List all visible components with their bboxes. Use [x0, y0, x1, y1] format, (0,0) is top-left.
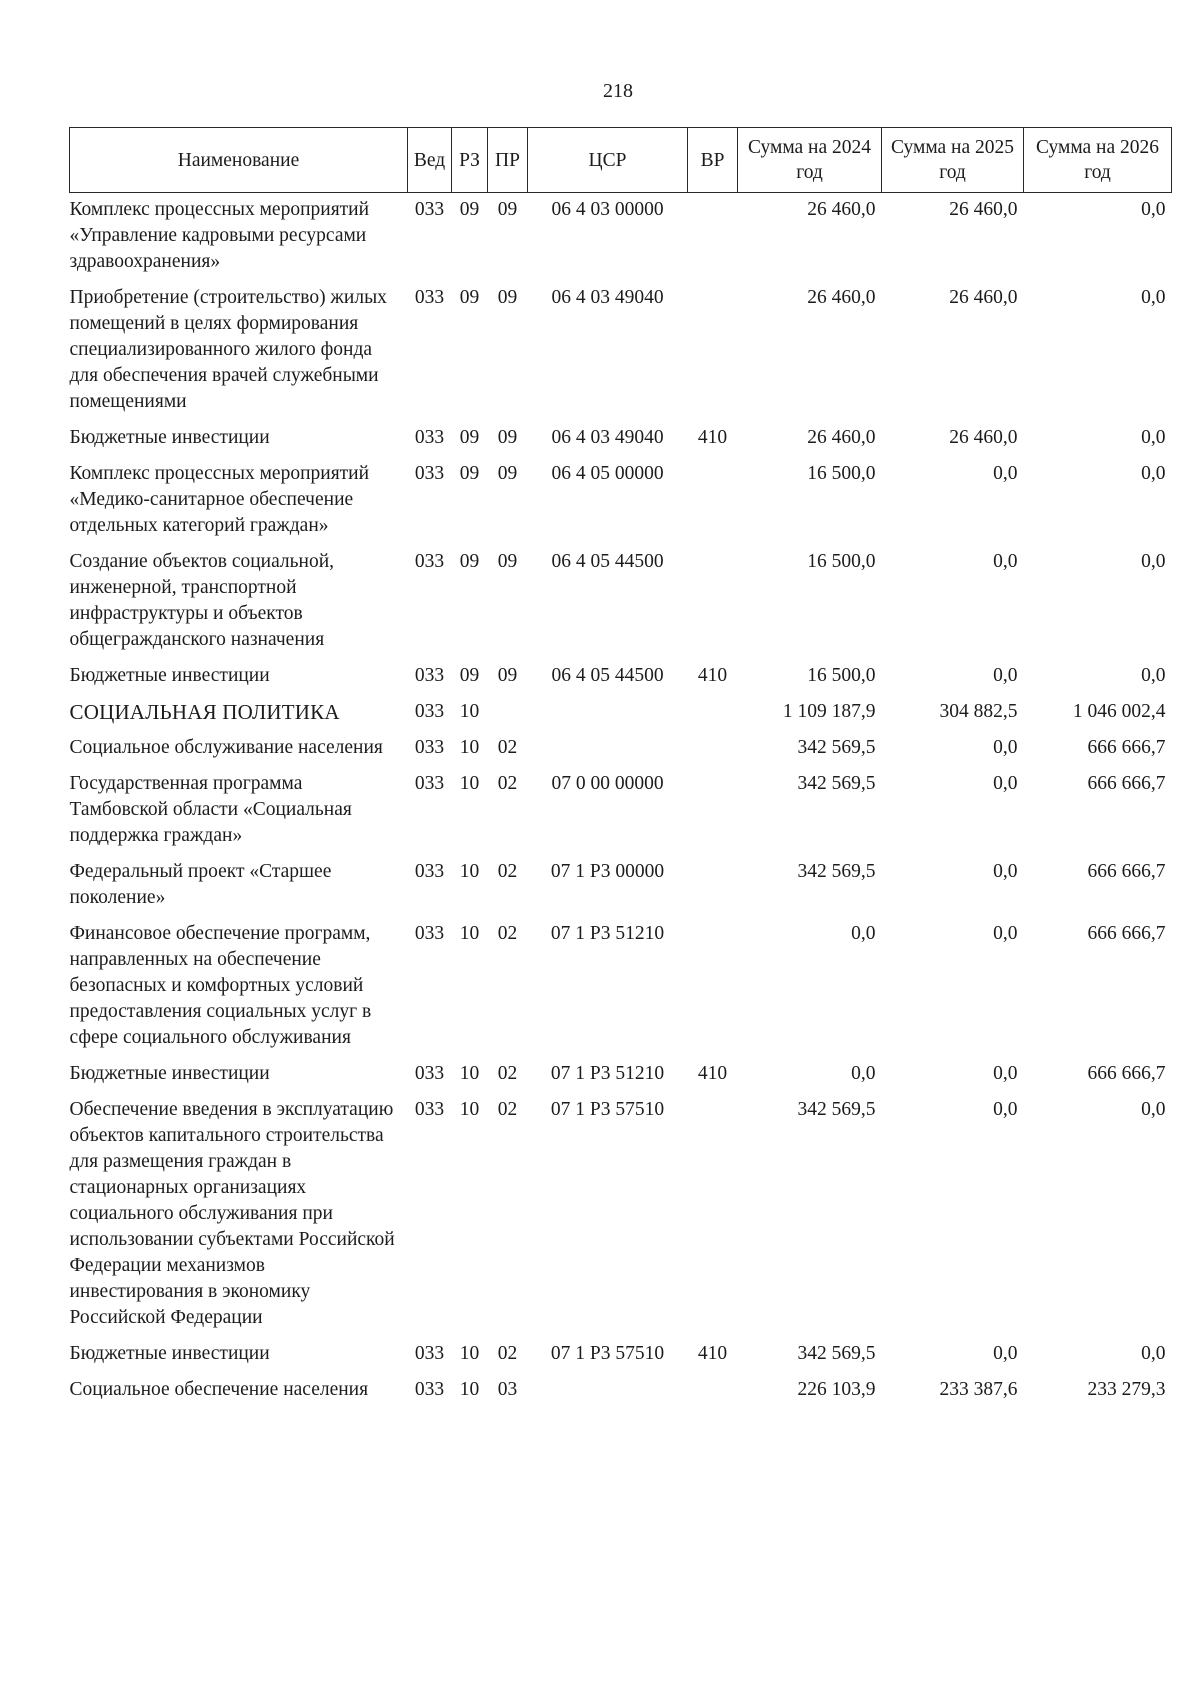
cell-sum-2025: 304 882,5 [939, 701, 1018, 722]
table-row [70, 281, 1172, 421]
cell-csr: 06 4 03 49040 [551, 287, 664, 308]
cell-rz: 10 [459, 701, 480, 722]
cell-sum-2025: 26 460,0 [949, 199, 1018, 220]
cell-sum-2024: 342 569,5 [797, 1099, 876, 1120]
cell-csr: 06 4 05 00000 [551, 463, 664, 484]
table-row [70, 545, 1172, 659]
cell-name: Федеральный проект «Старшее поколение» [69, 861, 332, 908]
cell-sum-2025: 0,0 [993, 1099, 1018, 1120]
table-row [70, 421, 1172, 457]
cell-sum-2026: 0,0 [1141, 551, 1166, 572]
cell-csr [528, 731, 688, 767]
cell-rz: 09 [459, 199, 480, 220]
cell-sum-2025: 0,0 [993, 737, 1018, 758]
cell-sum-2024: 342 569,5 [797, 861, 876, 882]
cell-csr: 07 1 Р3 51210 [550, 923, 665, 944]
header-sum-2025: Сумма на 2025 год [882, 128, 1024, 193]
cell-ved: 033 [414, 773, 445, 794]
header-pr: ПР [488, 128, 528, 193]
cell-ved: 033 [414, 1379, 445, 1400]
table-row [70, 855, 1172, 917]
cell-sum-2026: 0,0 [1141, 1343, 1166, 1364]
budget-table [69, 127, 1172, 1409]
cell-vr: 410 [697, 665, 728, 686]
cell-sum-2025: 0,0 [993, 1063, 1018, 1084]
cell-name: Финансовое обеспечение программ, направленных на обеспечение безопасных и комфортных условий предоставления социальных услуг в сфере социального обслуживания [69, 923, 372, 1048]
cell-sum-2026: 666 666,7 [1087, 1063, 1166, 1084]
cell-name: Бюджетные инвестиции [69, 665, 270, 686]
cell-ved: 033 [414, 861, 445, 882]
cell-csr [528, 1373, 688, 1409]
cell-csr: 07 0 00 00000 [551, 773, 664, 794]
cell-sum-2024: 0,0 [851, 923, 876, 944]
table-row [70, 1093, 1172, 1337]
table-row [70, 767, 1172, 855]
cell-ved: 033 [414, 701, 445, 722]
cell-ved: 033 [414, 551, 445, 572]
cell-sum-2024: 26 460,0 [807, 287, 876, 308]
cell-sum-2025: 0,0 [993, 665, 1018, 686]
cell-ved: 033 [414, 737, 445, 758]
table-row [70, 731, 1172, 767]
cell-name: Бюджетные инвестиции [69, 427, 270, 448]
cell-sum-2025: 0,0 [993, 861, 1018, 882]
cell-pr: 09 [497, 287, 518, 308]
cell-pr: 03 [497, 1379, 518, 1400]
cell-pr: 09 [497, 551, 518, 572]
cell-csr: 06 4 03 49040 [551, 427, 664, 448]
cell-name: Обеспечение введения в эксплуатацию объектов капитального строительства для размещения граждан в стационарных организациях социального обслуживания при использовании субъектами Российской Федерации механизмов инвестирования в экономику Российской Федерации [69, 1099, 395, 1328]
cell-pr: 02 [497, 1343, 518, 1364]
cell-sum-2025: 26 460,0 [949, 427, 1018, 448]
cell-ved: 033 [414, 463, 445, 484]
cell-rz: 10 [459, 773, 480, 794]
cell-name: Социальное обслуживание населения [69, 737, 383, 758]
cell-sum-2026: 666 666,7 [1087, 773, 1166, 794]
cell-sum-2024: 1 109 187,9 [782, 701, 876, 722]
cell-pr: 02 [497, 923, 518, 944]
cell-rz: 09 [459, 551, 480, 572]
header-rz: РЗ [452, 128, 488, 193]
table-row [70, 1337, 1172, 1373]
cell-vr [688, 855, 738, 917]
cell-rz: 10 [459, 923, 480, 944]
cell-pr [488, 695, 528, 731]
cell-sum-2024: 16 500,0 [807, 665, 876, 686]
cell-vr [688, 695, 738, 731]
cell-sum-2025: 0,0 [993, 463, 1018, 484]
cell-sum-2024: 26 460,0 [807, 427, 876, 448]
cell-pr: 09 [497, 665, 518, 686]
table-body [70, 193, 1172, 1410]
cell-sum-2026: 666 666,7 [1087, 923, 1166, 944]
cell-sum-2026: 0,0 [1141, 665, 1166, 686]
cell-vr [688, 193, 738, 282]
cell-vr [688, 731, 738, 767]
table-row [70, 457, 1172, 545]
cell-pr: 02 [497, 1099, 518, 1120]
cell-rz: 09 [459, 427, 480, 448]
cell-ved: 033 [414, 1343, 445, 1364]
cell-sum-2024: 26 460,0 [807, 199, 876, 220]
cell-csr: 06 4 05 44500 [551, 665, 664, 686]
cell-name: Бюджетные инвестиции [69, 1063, 270, 1084]
cell-sum-2024: 342 569,5 [797, 737, 876, 758]
cell-pr: 02 [497, 1063, 518, 1084]
header-vr: ВР [688, 128, 738, 193]
cell-rz: 10 [459, 737, 480, 758]
table-row [70, 193, 1172, 282]
cell-name: Бюджетные инвестиции [69, 1343, 270, 1364]
cell-sum-2024: 16 500,0 [807, 463, 876, 484]
cell-name: СОЦИАЛЬНАЯ ПОЛИТИКА [69, 700, 340, 724]
cell-sum-2026: 0,0 [1141, 1099, 1166, 1120]
cell-rz: 10 [459, 1343, 480, 1364]
cell-csr: 07 1 Р3 57510 [550, 1099, 665, 1120]
cell-sum-2026: 0,0 [1141, 427, 1166, 448]
cell-rz: 10 [459, 1099, 480, 1120]
cell-ved: 033 [414, 427, 445, 448]
cell-sum-2024: 342 569,5 [797, 773, 876, 794]
cell-sum-2025: 0,0 [993, 773, 1018, 794]
cell-vr: 410 [697, 427, 728, 448]
cell-sum-2026: 0,0 [1141, 287, 1166, 308]
cell-sum-2026: 0,0 [1141, 199, 1166, 220]
cell-vr: 410 [697, 1343, 728, 1364]
cell-sum-2026: 0,0 [1141, 463, 1166, 484]
cell-csr: 07 1 Р3 57510 [550, 1343, 665, 1364]
cell-sum-2024: 16 500,0 [807, 551, 876, 572]
cell-pr: 09 [497, 199, 518, 220]
cell-sum-2025: 233 387,6 [939, 1379, 1018, 1400]
table-row [70, 1373, 1172, 1409]
cell-sum-2026: 666 666,7 [1087, 861, 1166, 882]
cell-rz: 10 [459, 1063, 480, 1084]
cell-csr: 07 1 Р3 00000 [550, 861, 665, 882]
cell-ved: 033 [414, 1099, 445, 1120]
cell-vr [688, 1373, 738, 1409]
cell-sum-2024: 342 569,5 [797, 1343, 876, 1364]
cell-rz: 09 [459, 463, 480, 484]
header-name: Наименование [70, 128, 408, 193]
cell-sum-2024: 226 103,9 [797, 1379, 876, 1400]
cell-pr: 09 [497, 427, 518, 448]
cell-sum-2026: 666 666,7 [1087, 737, 1166, 758]
header-sum-2026: Сумма на 2026 год [1024, 128, 1172, 193]
cell-rz: 09 [459, 287, 480, 308]
cell-sum-2025: 26 460,0 [949, 287, 1018, 308]
cell-vr [688, 457, 738, 545]
table-header [70, 128, 1172, 193]
cell-rz: 10 [459, 861, 480, 882]
cell-sum-2024: 0,0 [851, 1063, 876, 1084]
cell-pr: 09 [497, 463, 518, 484]
cell-pr: 02 [497, 861, 518, 882]
cell-ved: 033 [414, 1063, 445, 1084]
cell-csr: 07 1 Р3 51210 [550, 1063, 665, 1084]
cell-name: Приобретение (строительство) жилых помещений в целях формирования специализированного жилого фонда для обеспечения врачей служебными помещениями [69, 287, 387, 412]
cell-ved: 033 [414, 923, 445, 944]
cell-ved: 033 [414, 199, 445, 220]
header-csr: ЦСР [528, 128, 688, 193]
cell-vr [688, 545, 738, 659]
cell-sum-2025: 0,0 [993, 551, 1018, 572]
cell-sum-2026: 1 046 002,4 [1072, 701, 1166, 722]
table-row [70, 1057, 1172, 1093]
page-number: 218 [603, 80, 633, 102]
cell-rz: 10 [459, 1379, 480, 1400]
cell-sum-2025: 0,0 [993, 923, 1018, 944]
cell-pr: 02 [497, 737, 518, 758]
cell-sum-2025: 0,0 [993, 1343, 1018, 1364]
cell-vr [688, 767, 738, 855]
cell-vr [688, 1093, 738, 1337]
cell-csr: 06 4 05 44500 [551, 551, 664, 572]
cell-pr: 02 [497, 773, 518, 794]
header-ved: Вед [408, 128, 452, 193]
cell-rz: 09 [459, 665, 480, 686]
cell-csr [528, 695, 688, 731]
cell-name: Комплекс процессных мероприятий «Управление кадровыми ресурсами здравоохранения» [69, 199, 370, 272]
table-row [70, 917, 1172, 1057]
cell-name: Государственная программа Тамбовской области «Социальная поддержка граждан» [69, 773, 352, 846]
cell-vr: 410 [697, 1063, 728, 1084]
cell-name: Комплекс процессных мероприятий «Медико-санитарное обеспечение отдельных категорий граждан» [69, 463, 370, 536]
cell-vr [688, 917, 738, 1057]
cell-name: Социальное обеспечение населения [69, 1379, 369, 1400]
cell-ved: 033 [414, 665, 445, 686]
cell-ved: 033 [414, 287, 445, 308]
header-sum-2024: Сумма на 2024 год [738, 128, 882, 193]
cell-csr: 06 4 03 00000 [551, 199, 664, 220]
table-row [70, 659, 1172, 695]
cell-vr [688, 281, 738, 421]
cell-name: Создание объектов социальной, инженерной, транспортной инфраструктуры и объектов общегражданского назначения [69, 551, 335, 650]
cell-sum-2026: 233 279,3 [1087, 1379, 1166, 1400]
table-row [70, 695, 1172, 731]
